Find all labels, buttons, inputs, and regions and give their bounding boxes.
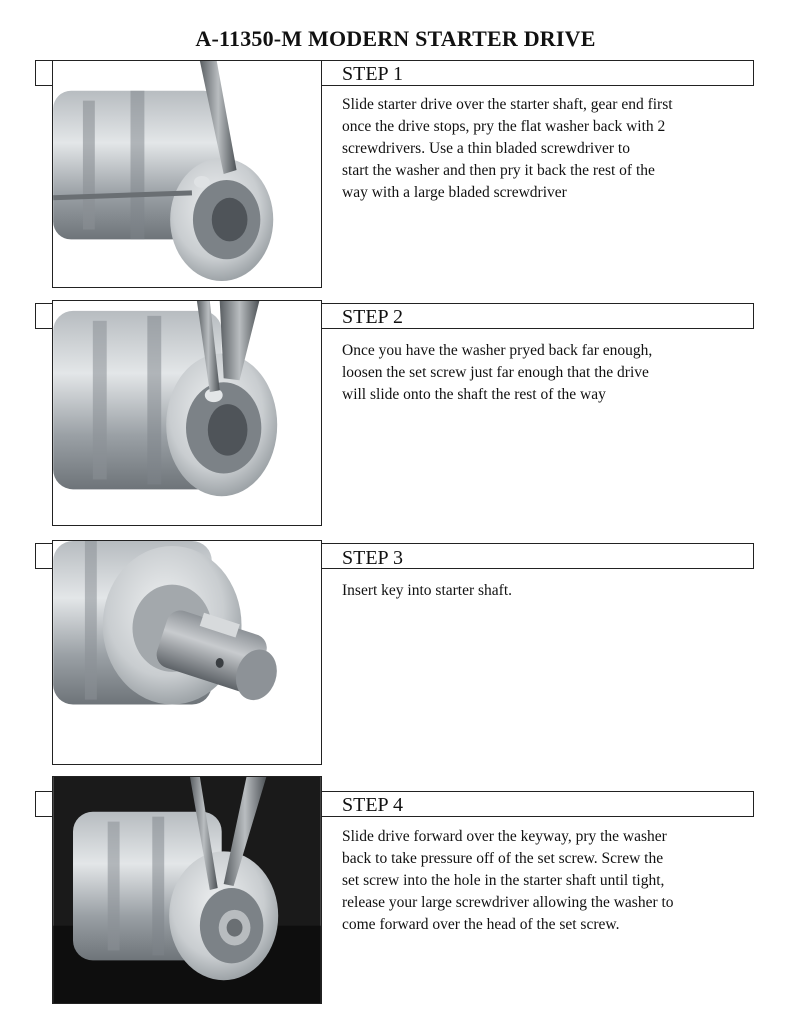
starter-drive-image [53, 61, 321, 287]
step-4-description [342, 826, 742, 936]
step-4 [0, 776, 791, 1006]
starter-drive-image [53, 301, 321, 525]
step-1-photo [52, 60, 322, 288]
step-2-description [342, 340, 742, 406]
step-2-line: Once you have the washer pryed back far enough, [342, 342, 653, 359]
step-2-label: STEP 2 [342, 306, 403, 328]
step-4-line: back to take pressure off of the set screw. Screw the [342, 850, 664, 867]
step-2-line: loosen the set screw just far enough that the drive [342, 364, 649, 381]
starter-drive-image [53, 777, 321, 1003]
step-3-line: Insert key into starter shaft. [342, 582, 513, 599]
step-3 [0, 540, 791, 770]
step-1-description [342, 94, 742, 204]
step-3-description [342, 580, 742, 602]
step-1-line: start the washer and then pry it back the rest of the [342, 162, 655, 179]
step-4-photo [52, 776, 322, 1004]
step-2 [0, 300, 791, 530]
step-4-line: come forward over the head of the set screw. [342, 916, 620, 933]
step-3-label: STEP 3 [342, 547, 403, 569]
step-4-line: release your large screwdriver allowing the washer to [342, 894, 674, 911]
step-1-label: STEP 1 [342, 63, 403, 85]
step-1 [0, 60, 791, 290]
step-4-line: Slide drive forward over the keyway, pry the washer [342, 828, 667, 845]
starter-drive-image [53, 541, 321, 764]
step-1-line: Slide starter drive over the starter shaft, gear end first [342, 96, 673, 113]
step-2-photo [52, 300, 322, 526]
step-1-line: screwdrivers. Use a thin bladed screwdriver to [342, 140, 630, 157]
step-4-label: STEP 4 [342, 794, 403, 816]
document-title: A-11350-M MODERN STARTER DRIVE [195, 26, 596, 51]
step-3-photo [52, 540, 322, 765]
step-2-line: will slide onto the shaft the rest of the way [342, 386, 606, 403]
step-4-line: set screw into the hole in the starter shaft until tight, [342, 872, 665, 889]
step-1-line: once the drive stops, pry the flat washer back with 2 [342, 118, 666, 135]
step-1-line: way with a large bladed screwdriver [342, 184, 567, 201]
